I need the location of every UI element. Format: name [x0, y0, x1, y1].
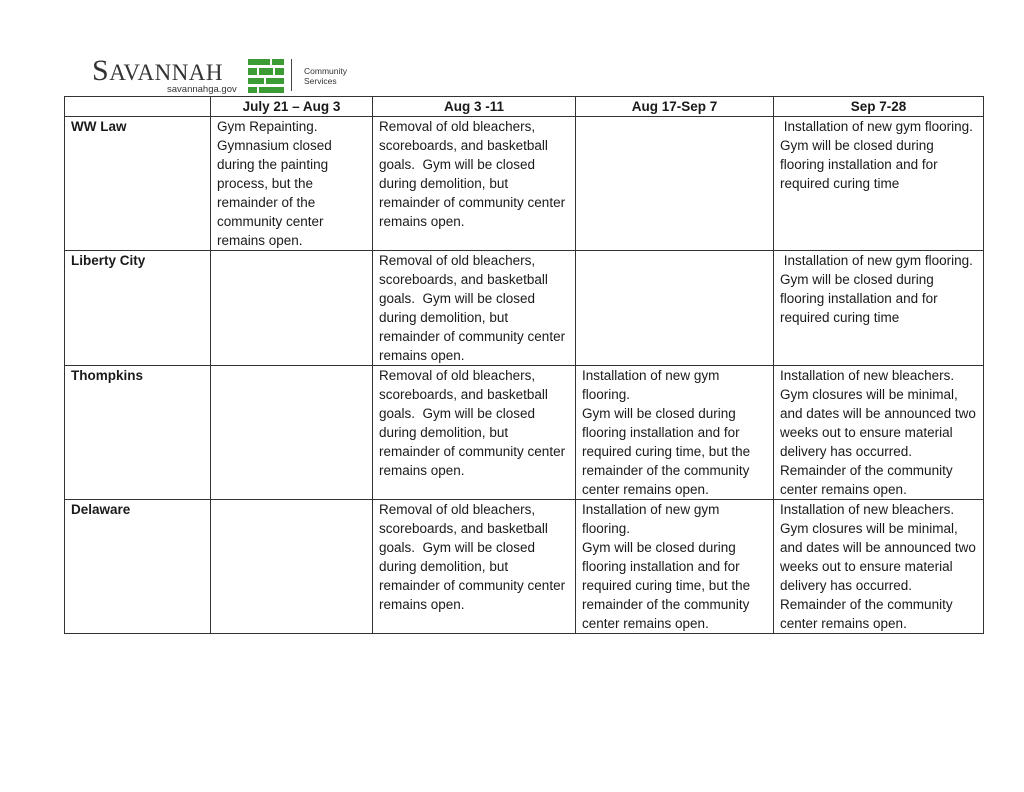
cell-text: Installation of new gym flooring. [780, 253, 973, 268]
site-name: WW Law [65, 117, 211, 251]
schedule-cell [211, 500, 373, 634]
table-row [65, 500, 984, 634]
department-name: Community Services [304, 66, 347, 86]
cell-text: Gym will be closed during flooring installation and for required curing time [780, 138, 942, 191]
table-row [65, 366, 984, 500]
cell-text: Removal of old bleachers, scoreboards, and basketball goals. Gym will be closed during demolition, but remainder of community center remains open. [379, 368, 569, 478]
schedule-cell [373, 500, 576, 634]
cell-text: Removal of old bleachers, scoreboards, and basketball goals. Gym will be closed during demolition, but remainder of community center remains open. [379, 119, 569, 229]
schedule-cell [774, 251, 984, 366]
cell-text: Gym will be closed during flooring installation and for required curing time, but the remainder of the community center remains open. [582, 406, 754, 497]
column-header: Aug 3 -11 [373, 97, 576, 117]
brick-mark-icon [248, 59, 284, 93]
cell-text: Gym Repainting. [217, 119, 318, 134]
schedule-cell [576, 117, 774, 251]
schedule-cell [373, 117, 576, 251]
cell-text: Installation of new gym flooring. [582, 502, 724, 536]
schedule-cell [774, 366, 984, 500]
schedule-cell [774, 500, 984, 634]
column-header: Aug 17-Sep 7 [576, 97, 774, 117]
schedule-cell [774, 117, 984, 251]
cell-text: Removal of old bleachers, scoreboards, and basketball goals. Gym will be closed during demolition, but remainder of community center remains open. [379, 253, 569, 363]
column-header: July 21 – Aug 3 [211, 97, 373, 117]
site-name: Thompkins [65, 366, 211, 500]
column-header: Sep 7-28 [774, 97, 984, 117]
cell-text: Gym will be closed during flooring installation and for required curing time [780, 272, 942, 325]
cell-text: Installation of new gym flooring. [780, 119, 973, 134]
org-wordmark: SAVANNAH [92, 54, 224, 87]
table-row [65, 251, 984, 366]
schedule-cell [576, 251, 774, 366]
cell-text: Gymnasium closed during the painting process, but the remainder of the community center remains open. [217, 138, 336, 248]
site-name: Liberty City [65, 251, 211, 366]
table-row [65, 117, 984, 251]
schedule-cell [211, 366, 373, 500]
schedule-cell [211, 117, 373, 251]
column-header-site [65, 97, 211, 117]
cell-text: Installation of new gym flooring. [582, 368, 724, 402]
schedule-cell [576, 500, 774, 634]
site-name: Delaware [65, 500, 211, 634]
cell-text: Removal of old bleachers, scoreboards, and basketball goals. Gym will be closed during demolition, but remainder of community center remains open. [379, 502, 569, 612]
schedule-cell [373, 251, 576, 366]
header-row [65, 97, 984, 117]
schedule-table [64, 96, 984, 634]
logo-divider [291, 59, 292, 91]
schedule-cell [211, 251, 373, 366]
schedule-cell [576, 366, 774, 500]
website-text: savannahga.gov [167, 84, 237, 95]
cell-text: Installation of new bleachers. Gym closures will be minimal, and dates will be announced two weeks out to ensure material delivery has occurred. Remainder of the community center remains open. [780, 368, 980, 497]
cell-text: Gym will be closed during flooring installation and for required curing time, but the remainder of the community center remains open. [582, 540, 754, 631]
schedule-cell [373, 366, 576, 500]
cell-text: Installation of new bleachers. Gym closures will be minimal, and dates will be announced two weeks out to ensure material delivery has occurred. Remainder of the community center remains open. [780, 502, 980, 631]
